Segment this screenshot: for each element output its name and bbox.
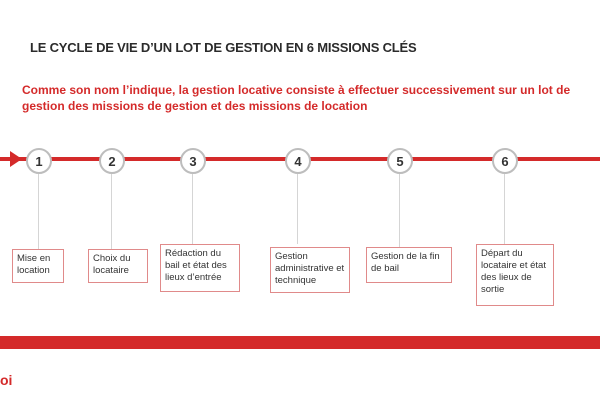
step-5-connector (399, 174, 400, 247)
step-3-circle: 3 (180, 148, 206, 174)
step-1-circle: 1 (26, 148, 52, 174)
step-2-box: Choix du locataire (88, 249, 148, 283)
step-6-connector (504, 174, 505, 244)
step-1-box: Mise en location (12, 249, 64, 283)
page-subtitle: Comme son nom l’indique, la gestion locative consiste à effectuer successivement sur un lot de gestion des missions de gestion et des missions de location (22, 83, 571, 113)
bottom-bar (0, 336, 600, 349)
step-5-box: Gestion de la fin de bail (366, 247, 452, 283)
step-3-box: Rédaction du bail et état des lieux d’entrée (160, 244, 240, 292)
step-5-circle: 5 (387, 148, 413, 174)
step-1-connector (38, 174, 39, 249)
step-3-connector (192, 174, 193, 244)
step-2-connector (111, 174, 112, 249)
step-2-circle: 2 (99, 148, 125, 174)
step-4-box: Gestion administrative et technique (270, 247, 350, 293)
page-title: LE CYCLE DE VIE D’UN LOT DE GESTION EN 6 MISSIONS CLÉS (30, 40, 417, 55)
timeline-arrow-icon (10, 151, 22, 167)
brand-logo: oi (0, 372, 13, 388)
step-6-circle: 6 (492, 148, 518, 174)
step-4-connector (297, 174, 298, 244)
step-6-box: Départ du locataire et état des lieux de sortie (476, 244, 554, 306)
step-4-circle: 4 (285, 148, 311, 174)
